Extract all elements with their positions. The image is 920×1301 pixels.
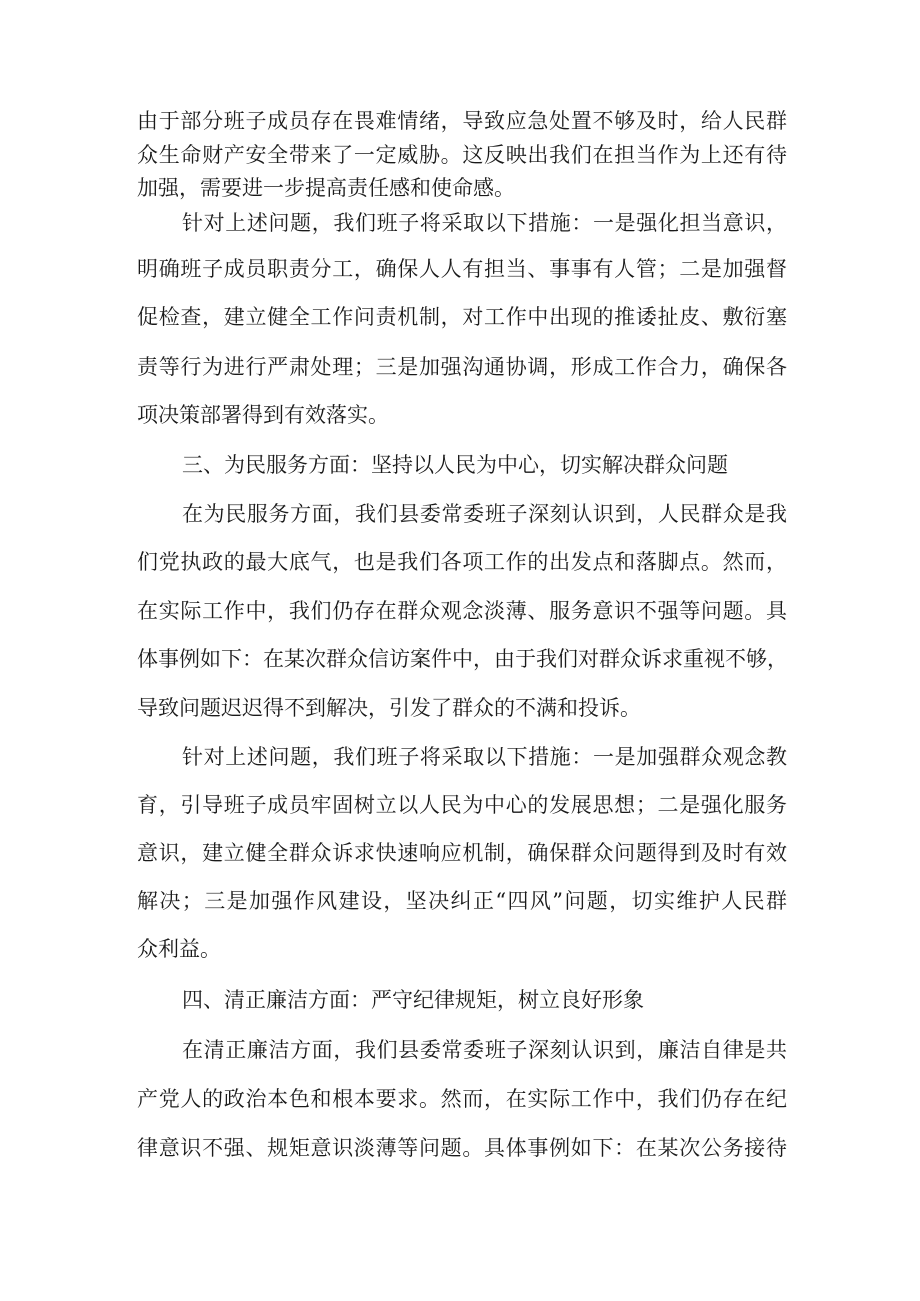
paragraph-5-line-2: 育，引导班子成员牢固树立以人民为中心的发展思想；二是强化服务 [137,793,787,817]
paragraph-4-line-4: 体事例如下：在某次群众信访案件中，由于我们对群众诉求重视不够， [137,647,788,671]
paragraph-2-line-4: 责等行为进行严肃处理；三是加强沟通协调，形成工作合力，确保各 [137,355,787,379]
section-heading-3: 三、为民服务方面：坚持以人民为中心，切实解决群众问题 [182,453,728,477]
paragraph-7-line-3: 律意识不强、规矩意识淡薄等问题。具体事例如下：在某次公务接待 [137,1136,787,1160]
paragraph-1-line-1: 由于部分班子成员存在畏难情绪，导致应急处置不够及时，给人民群 [137,109,787,133]
paragraph-4-line-1: 在为民服务方面，我们县委常委班子深刻认识到，人民群众是我 [182,502,787,526]
paragraph-5-line-1: 针对上述问题，我们班子将采取以下措施：一是加强群众观念教 [182,745,787,769]
paragraph-4-line-2: 们党执政的最大底气，也是我们各项工作的出发点和落脚点。然而， [137,550,787,574]
paragraph-2-line-2: 明确班子成员职责分工，确保人人有担当、事事有人管；二是加强督 [137,257,787,281]
paragraph-2-line-3: 促检查，建立健全工作问责机制，对工作中出现的推诿扯皮、敷衍塞 [137,305,787,329]
paragraph-7-line-1: 在清正廉洁方面，我们县委常委班子深刻认识到，廉洁自律是共 [182,1038,787,1062]
paragraph-1-line-2: 众生命财产安全带来了一定威胁。这反映出我们在担当作为上还有待 [137,143,787,167]
paragraph-5-line-4: 解决；三是加强作风建设，坚决纠正“四风”问题，切实维护人民群 [137,889,787,913]
paragraph-5-line-3: 意识，建立健全群众诉求快速响应机制，确保群众问题得到及时有效 [137,841,787,865]
paragraph-7-line-2: 产党人的政治本色和根本要求。然而，在实际工作中，我们仍存在纪 [137,1087,787,1111]
paragraph-2-line-5: 项决策部署得到有效落实。 [137,403,389,427]
section-heading-4: 四、清正廉洁方面：严守纪律规矩，树立良好形象 [182,988,644,1012]
paragraph-1-line-3: 加强，需要进一步提高责任感和使命感。 [137,176,515,200]
paragraph-4-line-5: 导致问题迟迟得不到解决，引发了群众的不满和投诉。 [137,696,641,720]
paragraph-4-line-3: 在实际工作中，我们仍存在群众观念淡薄、服务意识不强等问题。具 [137,599,787,623]
paragraph-5-line-5: 众利益。 [137,937,221,961]
paragraph-2-line-1: 针对上述问题，我们班子将采取以下措施：一是强化担当意识， [182,211,787,235]
